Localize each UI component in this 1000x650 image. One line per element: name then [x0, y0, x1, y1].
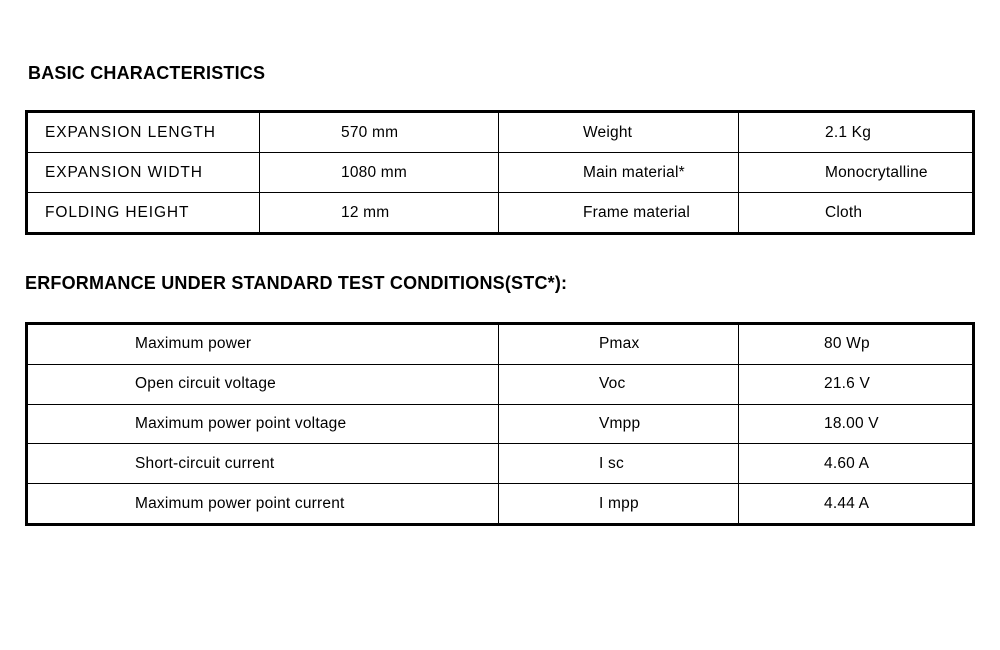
spec-value-cell: 2.1 Kg — [739, 112, 974, 153]
spec-name-cell: EXPANSION WIDTH — [27, 153, 260, 193]
spec-symbol-cell: I mpp — [499, 484, 739, 525]
spec-name-cell: Maximum power point voltage — [27, 404, 499, 444]
table-row — [27, 444, 974, 484]
spec-name-cell: Maximum power point current — [27, 484, 499, 525]
spec-value-cell: 4.44 A — [739, 484, 974, 525]
basic-characteristics-table — [25, 110, 975, 235]
spec-symbol-cell: Voc — [499, 364, 739, 404]
performance-stc-table — [25, 322, 975, 526]
spec-symbol-cell: Pmax — [499, 324, 739, 365]
spec-name-cell: Weight — [499, 112, 739, 153]
spec-name-cell: EXPANSION LENGTH — [27, 112, 260, 153]
table-row — [27, 364, 974, 404]
spec-name-cell: Main material* — [499, 153, 739, 193]
spec-name-cell: Short-circuit current — [27, 444, 499, 484]
table-row — [27, 324, 974, 365]
table-row — [27, 193, 974, 234]
spec-value-cell: 18.00 V — [739, 404, 974, 444]
table-row — [27, 484, 974, 525]
spec-value-cell: 570 mm — [260, 112, 499, 153]
spec-symbol-cell: Vmpp — [499, 404, 739, 444]
section-title-performance-stc: ERFORMANCE UNDER STANDARD TEST CONDITIONS(STC*): — [25, 273, 568, 293]
section-title-basic-characteristics: BASIC CHARACTERISTICS — [28, 63, 266, 83]
spec-value-cell: 12 mm — [260, 193, 499, 234]
table-row — [27, 112, 974, 153]
spec-value-cell: 4.60 A — [739, 444, 974, 484]
spec-name-cell: Open circuit voltage — [27, 364, 499, 404]
spec-name-cell: Maximum power — [27, 324, 499, 365]
spec-value-cell: 21.6 V — [739, 364, 974, 404]
spec-name-cell: Frame material — [499, 193, 739, 234]
spec-value-cell: Cloth — [739, 193, 974, 234]
spec-value-cell: 1080 mm — [260, 153, 499, 193]
table-row — [27, 404, 974, 444]
spec-value-cell: 80 Wp — [739, 324, 974, 365]
spec-name-cell: FOLDING HEIGHT — [27, 193, 260, 234]
table-row — [27, 153, 974, 193]
spec-value-cell: Monocrytalline — [739, 153, 974, 193]
spec-symbol-cell: I sc — [499, 444, 739, 484]
